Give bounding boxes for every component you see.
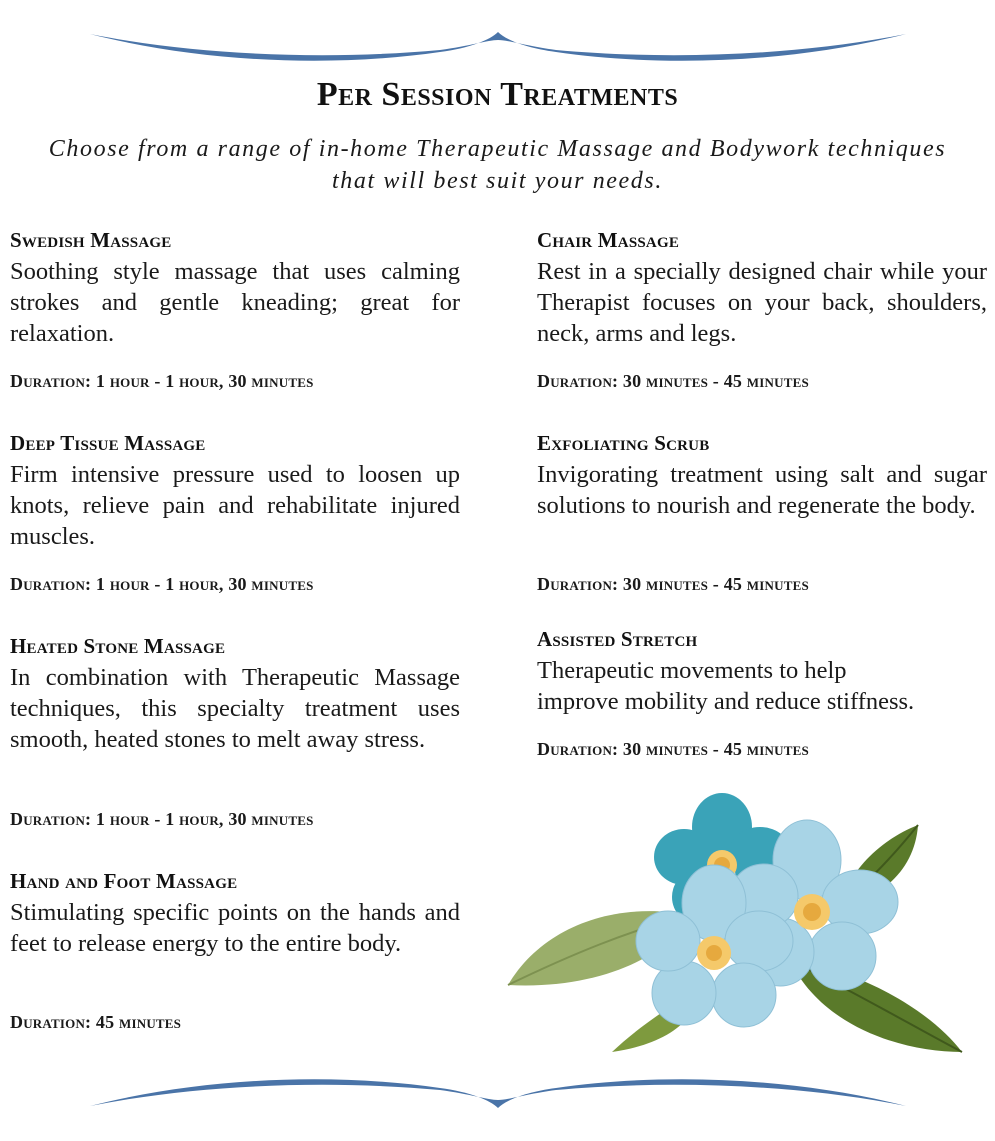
bottom-wave-flourish bbox=[0, 1070, 995, 1130]
treatment-description: Invigorating treatment using salt and sugar solutions to nourish and regenerate the body. bbox=[537, 461, 987, 519]
treatment-duration: Duration: 30 minutes - 45 minutes bbox=[537, 574, 809, 594]
blue-flowers-illustration bbox=[500, 790, 980, 1060]
treatment-deep-tissue-massage bbox=[10, 430, 460, 600]
treatment-name: Chair Massage bbox=[537, 228, 680, 252]
treatment-description: Soothing style massage that uses calming strokes and gentle kneading; great for relaxation. bbox=[10, 258, 460, 347]
treatment-exfoliating-scrub bbox=[537, 430, 987, 600]
treatment-description: Stimulating specific points on the hands and feet to release energy to the entire body. bbox=[10, 899, 460, 957]
treatment-name: Hand and Foot Massage bbox=[10, 869, 238, 893]
treatment-description bbox=[537, 655, 987, 717]
treatment-name: Exfoliating Scrub bbox=[537, 431, 710, 455]
treatment-name: Swedish Massage bbox=[10, 228, 172, 252]
treatment-description: Rest in a specially designed chair while your Therapist focuses on your back, shoulders, neck, arms and legs. bbox=[537, 258, 987, 347]
treatment-swedish-massage bbox=[10, 227, 460, 397]
treatment-duration: Duration: 1 hour - 1 hour, 30 minutes bbox=[10, 809, 314, 829]
treatment-duration: Duration: 30 minutes - 45 minutes bbox=[537, 739, 809, 759]
page-title: Per Session Treatments bbox=[316, 76, 679, 113]
treatment-duration: Duration: 1 hour - 1 hour, 30 minutes bbox=[10, 574, 314, 594]
treatment-name: Heated Stone Massage bbox=[10, 634, 226, 658]
treatment-duration: Duration: 1 hour - 1 hour, 30 minutes bbox=[10, 371, 314, 391]
treatment-name: Deep Tissue Massage bbox=[10, 431, 206, 455]
treatment-chair-massage bbox=[537, 227, 987, 397]
treatment-duration: Duration: 30 minutes - 45 minutes bbox=[537, 371, 809, 391]
treatment-assisted-stretch bbox=[537, 626, 987, 766]
treatment-duration: Duration: 45 minutes bbox=[10, 1012, 182, 1032]
treatment-heated-stone-massage bbox=[10, 633, 460, 833]
page-subtitle bbox=[0, 133, 995, 197]
description-line-1: Therapeutic movements to help bbox=[537, 657, 847, 684]
subtitle-line-2: that will best suit your needs. bbox=[332, 168, 663, 194]
treatment-hand-and-foot-massage bbox=[10, 868, 460, 1038]
top-wave-flourish bbox=[0, 10, 995, 70]
subtitle-line-1: Choose from a range of in-home Therapeutic Massage and Bodywork techniques bbox=[48, 136, 947, 162]
description-line-2: improve mobility and reduce stiffness. bbox=[537, 688, 915, 715]
treatment-description: In combination with Therapeutic Massage techniques, this specialty treatment uses smooth, heated stones to melt away stress. bbox=[10, 664, 460, 753]
treatment-name: Assisted Stretch bbox=[537, 627, 698, 651]
treatment-description: Firm intensive pressure used to loosen up knots, relieve pain and rehabilitate injured muscles. bbox=[10, 461, 460, 550]
